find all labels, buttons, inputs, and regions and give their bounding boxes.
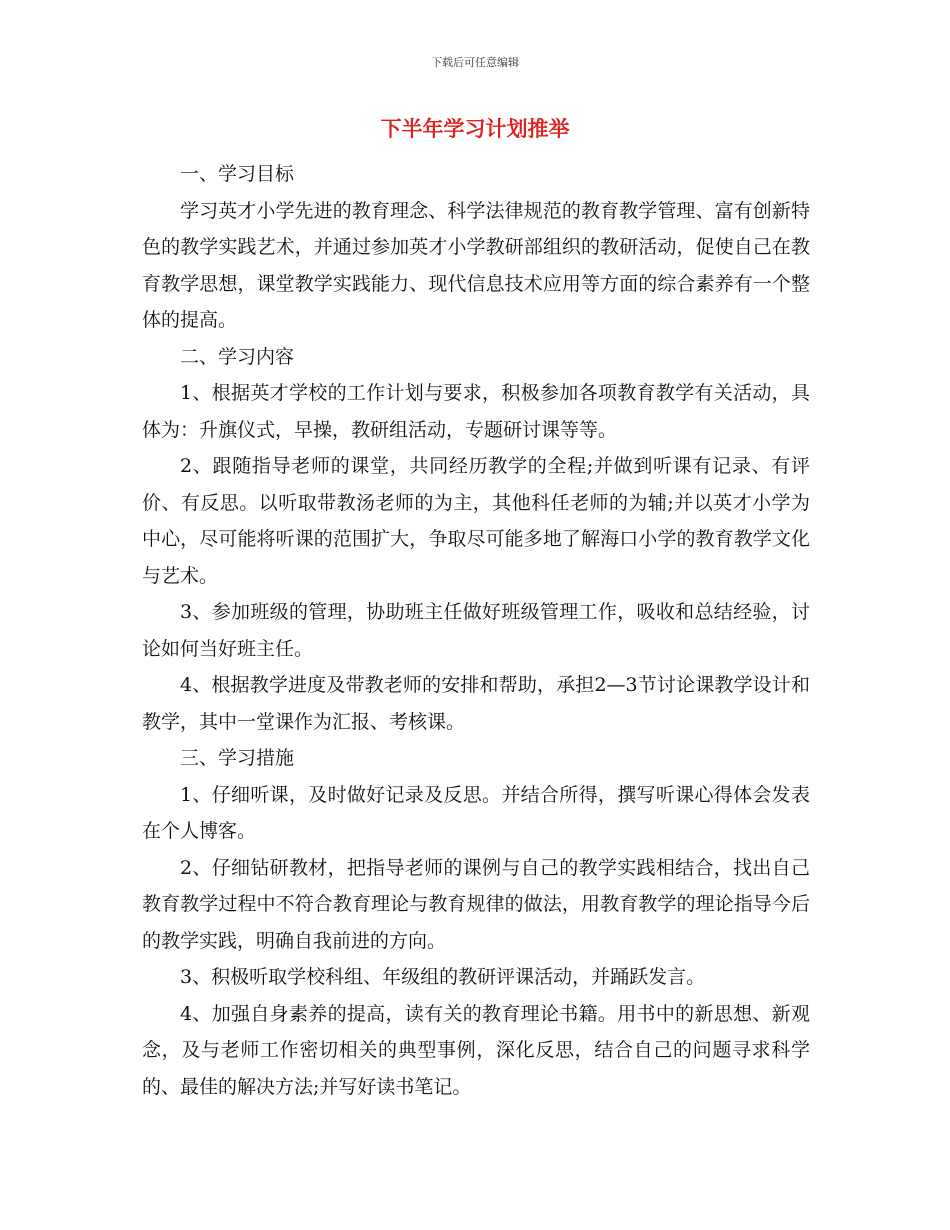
paragraph: 1、根据英才学校的工作计划与要求，积极参加各项教育教学有关活动，具体为：升旗仪式，早操，教研组活动，专题研讨课等等。 (142, 382, 810, 441)
paragraph: 2、跟随指导老师的课堂，共同经历教学的全程;并做到听课有记录、有评价、有反思。以听取带教汤老师的为主，其他科任老师的为辅;并以英才小学为中心，尽可能将听课的范围扩大，争取尽可能多地了解海口小学的教育教学文化与艺术。 (142, 455, 810, 587)
section-heading-measures: 三、学习措施 (180, 747, 295, 769)
paragraph: 学习英才小学先进的教育理念、科学法律规范的教育教学管理、富有创新特色的教学实践艺术，并通过参加英才小学教研部组织的教研活动，促使自己在教育教学思想，课堂教学实践能力、现代信息技术应用等方面的综合素养有一个整体的提高。 (142, 199, 810, 331)
header-note: 下载后可任意编辑 (431, 56, 519, 69)
document-title: 下半年学习计划推举 (380, 117, 570, 141)
paragraph: 3、积极听取学校科组、年级组的教研评课活动，并踊跃发言。 (180, 966, 706, 988)
paragraph: 1、仔细听课，及时做好记录及反思。并结合所得，撰写听课心得体会发表在个人博客。 (142, 783, 810, 842)
paragraph: 3、参加班级的管理，协助班主任做好班级管理工作，吸收和总结经验，讨论如何当好班主任。 (142, 601, 810, 660)
document-body (142, 156, 810, 1105)
section-heading-goals: 一、学习目标 (180, 163, 295, 185)
section-heading-content: 二、学习内容 (180, 345, 295, 368)
paragraph: 4、根据教学进度及带教老师的安排和帮助，承担2—3节讨论课教学设计和教学，其中一堂课作为汇报、考核课。 (142, 674, 810, 733)
paragraph: 4、加强自身素养的提高，读有关的教育理论书籍。用书中的新思想、新观念，及与老师工作密切相关的典型事例，深化反思，结合自己的问题寻求科学的、最佳的解决方法;并写好读书笔记。 (142, 1002, 810, 1098)
paragraph: 2、仔细钻研教材，把指导老师的课例与自己的教学实践相结合，找出自己教育教学过程中不符合教育理论与教育规律的做法，用教育教学的理论指导今后的教学实践，明确自我前进的方向。 (142, 856, 810, 952)
